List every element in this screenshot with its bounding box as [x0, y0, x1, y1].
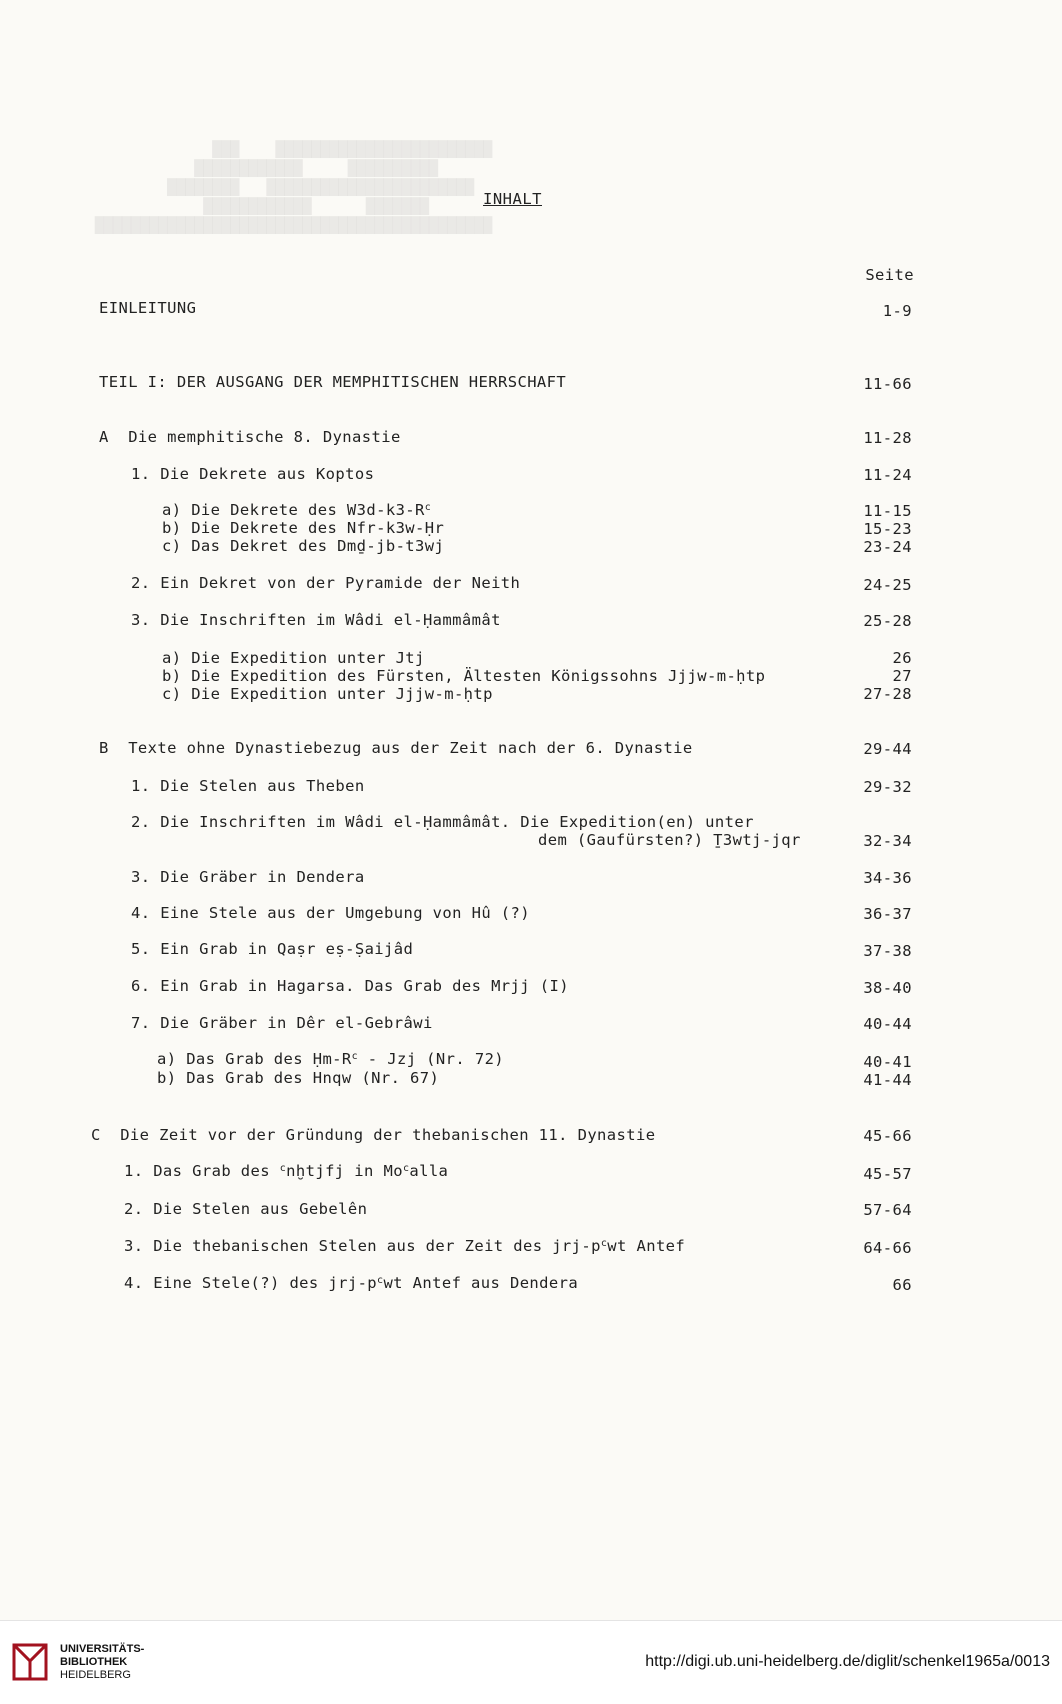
toc-page: 36-37	[863, 905, 912, 923]
toc-page: 32-34	[863, 832, 912, 850]
column-header-seite: Seite	[865, 266, 914, 284]
toc-page-section-a: 11-28	[863, 429, 912, 447]
toc-page: 25-28	[863, 612, 912, 630]
toc-entry-teil-1: TEIL I: DER AUSGANG DER MEMPHITISCHEN HERRSCHAFT	[99, 373, 567, 391]
page-title: INHALT	[483, 190, 542, 208]
toc-entry: 2. Die Inschriften im Wâdi el-Ḥammâmât. Die Expedition(en) unter	[131, 813, 754, 831]
toc-entry: 2. Die Stelen aus Gebelên	[124, 1200, 368, 1218]
viewer-footer	[0, 1620, 1062, 1704]
toc-entry: 4. Eine Stele aus der Umgebung von Hû (?)	[131, 904, 531, 922]
toc-page: 40-44	[863, 1015, 912, 1033]
toc-entry: c) Das Dekret des Dmḏ-jb-t3wj	[162, 537, 445, 555]
toc-entry-section-c: C Die Zeit vor der Gründung der thebanischen 11. Dynastie	[91, 1126, 656, 1144]
toc-page: 40-41	[863, 1053, 912, 1071]
toc-page: 15-23	[863, 520, 912, 538]
library-name	[60, 1643, 144, 1682]
toc-page-section-b: 29-44	[863, 740, 912, 758]
toc-entry-section-b: B Texte ohne Dynastiebezug aus der Zeit nach der 6. Dynastie	[99, 739, 693, 757]
toc-page: 23-24	[863, 538, 912, 556]
toc-entry: a) Die Expedition unter Jtj	[162, 649, 425, 667]
toc-entry: b) Das Grab des Hnqw (Nr. 67)	[157, 1069, 440, 1087]
toc-entry: a) Das Grab des $Ḥm-R^c$ - Jzj (Nr. 72)	[157, 1050, 505, 1068]
toc-page: 11-24	[863, 466, 912, 484]
toc-entry-einleitung: EINLEITUNG	[99, 299, 197, 317]
toc-page: 27	[892, 667, 912, 685]
toc-entry: 3. Die Inschriften im Wâdi el-Ḥammâmât	[131, 611, 501, 629]
library-name-line3: HEIDELBERG	[60, 1669, 131, 1681]
toc-page: 29-32	[863, 778, 912, 796]
toc-page: 64-66	[863, 1239, 912, 1257]
toc-page-einleitung: 1-9	[882, 302, 912, 320]
library-name-line2: BIBLIOTHEK	[60, 1656, 128, 1668]
toc-entry-continuation: dem (Gaufürsten?) Ṯ3wtj-jqr	[538, 831, 801, 849]
source-url-link[interactable]: http://digi.ub.uni-heidelberg.de/diglit/schenkel1965a/0013	[645, 1653, 1050, 1670]
toc-entry-section-a: A Die memphitische 8. Dynastie	[99, 428, 401, 446]
toc-entry: 2. Ein Dekret von der Pyramide der Neith	[131, 574, 521, 592]
toc-page: 57-64	[863, 1201, 912, 1219]
toc-entry: a) Die Dekrete des $W3d-k3-R^c$	[162, 501, 432, 519]
toc-page: 41-44	[863, 1071, 912, 1089]
toc-page: 11-15	[863, 502, 912, 520]
toc-entry: 1. Das Grab des $^c$nḫtjfj in Mo$^c$alla	[124, 1162, 449, 1180]
toc-entry: 1. Die Dekrete aus Koptos	[131, 465, 375, 483]
toc-page: 45-57	[863, 1165, 912, 1183]
toc-entry: b) Die Expedition des Fürsten, Ältesten Königssohns Jjjw-m-ḥtp	[162, 667, 766, 685]
toc-page: 26	[892, 649, 912, 667]
show-through-texture: ████████████████████████████████████████████ ███████ ████████████ ███████████████████████ ████████ ██████████ ████████████ ████████████████████████ ███	[95, 140, 493, 234]
toc-page: 38-40	[863, 979, 912, 997]
toc-entry: 6. Ein Grab in Hagarsa. Das Grab des Mrjj (I)	[131, 977, 569, 995]
toc-page: 37-38	[863, 942, 912, 960]
toc-entry: 1. Die Stelen aus Theben	[131, 777, 365, 795]
toc-page: 66	[892, 1276, 912, 1294]
toc-entry: 3. Die Gräber in Dendera	[131, 868, 365, 886]
toc-entry: 3. Die thebanischen Stelen aus der Zeit des jrj-$p^cwt$ Antef	[124, 1237, 686, 1255]
toc-page: 27-28	[863, 685, 912, 703]
toc-entry: 5. Ein Grab in Qaṣr eṣ-Ṣaijâd	[131, 940, 414, 958]
toc-entry: 4. Eine Stele(?) des jrj-$p^cwt$ Antef aus Dendera	[124, 1274, 579, 1292]
toc-entry: b) Die Dekrete des Nfr-k3w-Ḥr	[162, 519, 445, 537]
library-name-line1: UNIVERSITÄTS-	[60, 1643, 145, 1655]
toc-page: 24-25	[863, 576, 912, 594]
toc-entry: 7. Die Gräber in Dêr el-Gebrâwi	[131, 1014, 433, 1032]
toc-page-teil-1: 11-66	[863, 375, 912, 393]
toc-page-section-c: 45-66	[863, 1127, 912, 1145]
toc-page: 34-36	[863, 869, 912, 887]
toc-entry: c) Die Expedition unter Jjjw-m-ḥtp	[162, 685, 493, 703]
university-library-logo-icon	[10, 1641, 50, 1683]
